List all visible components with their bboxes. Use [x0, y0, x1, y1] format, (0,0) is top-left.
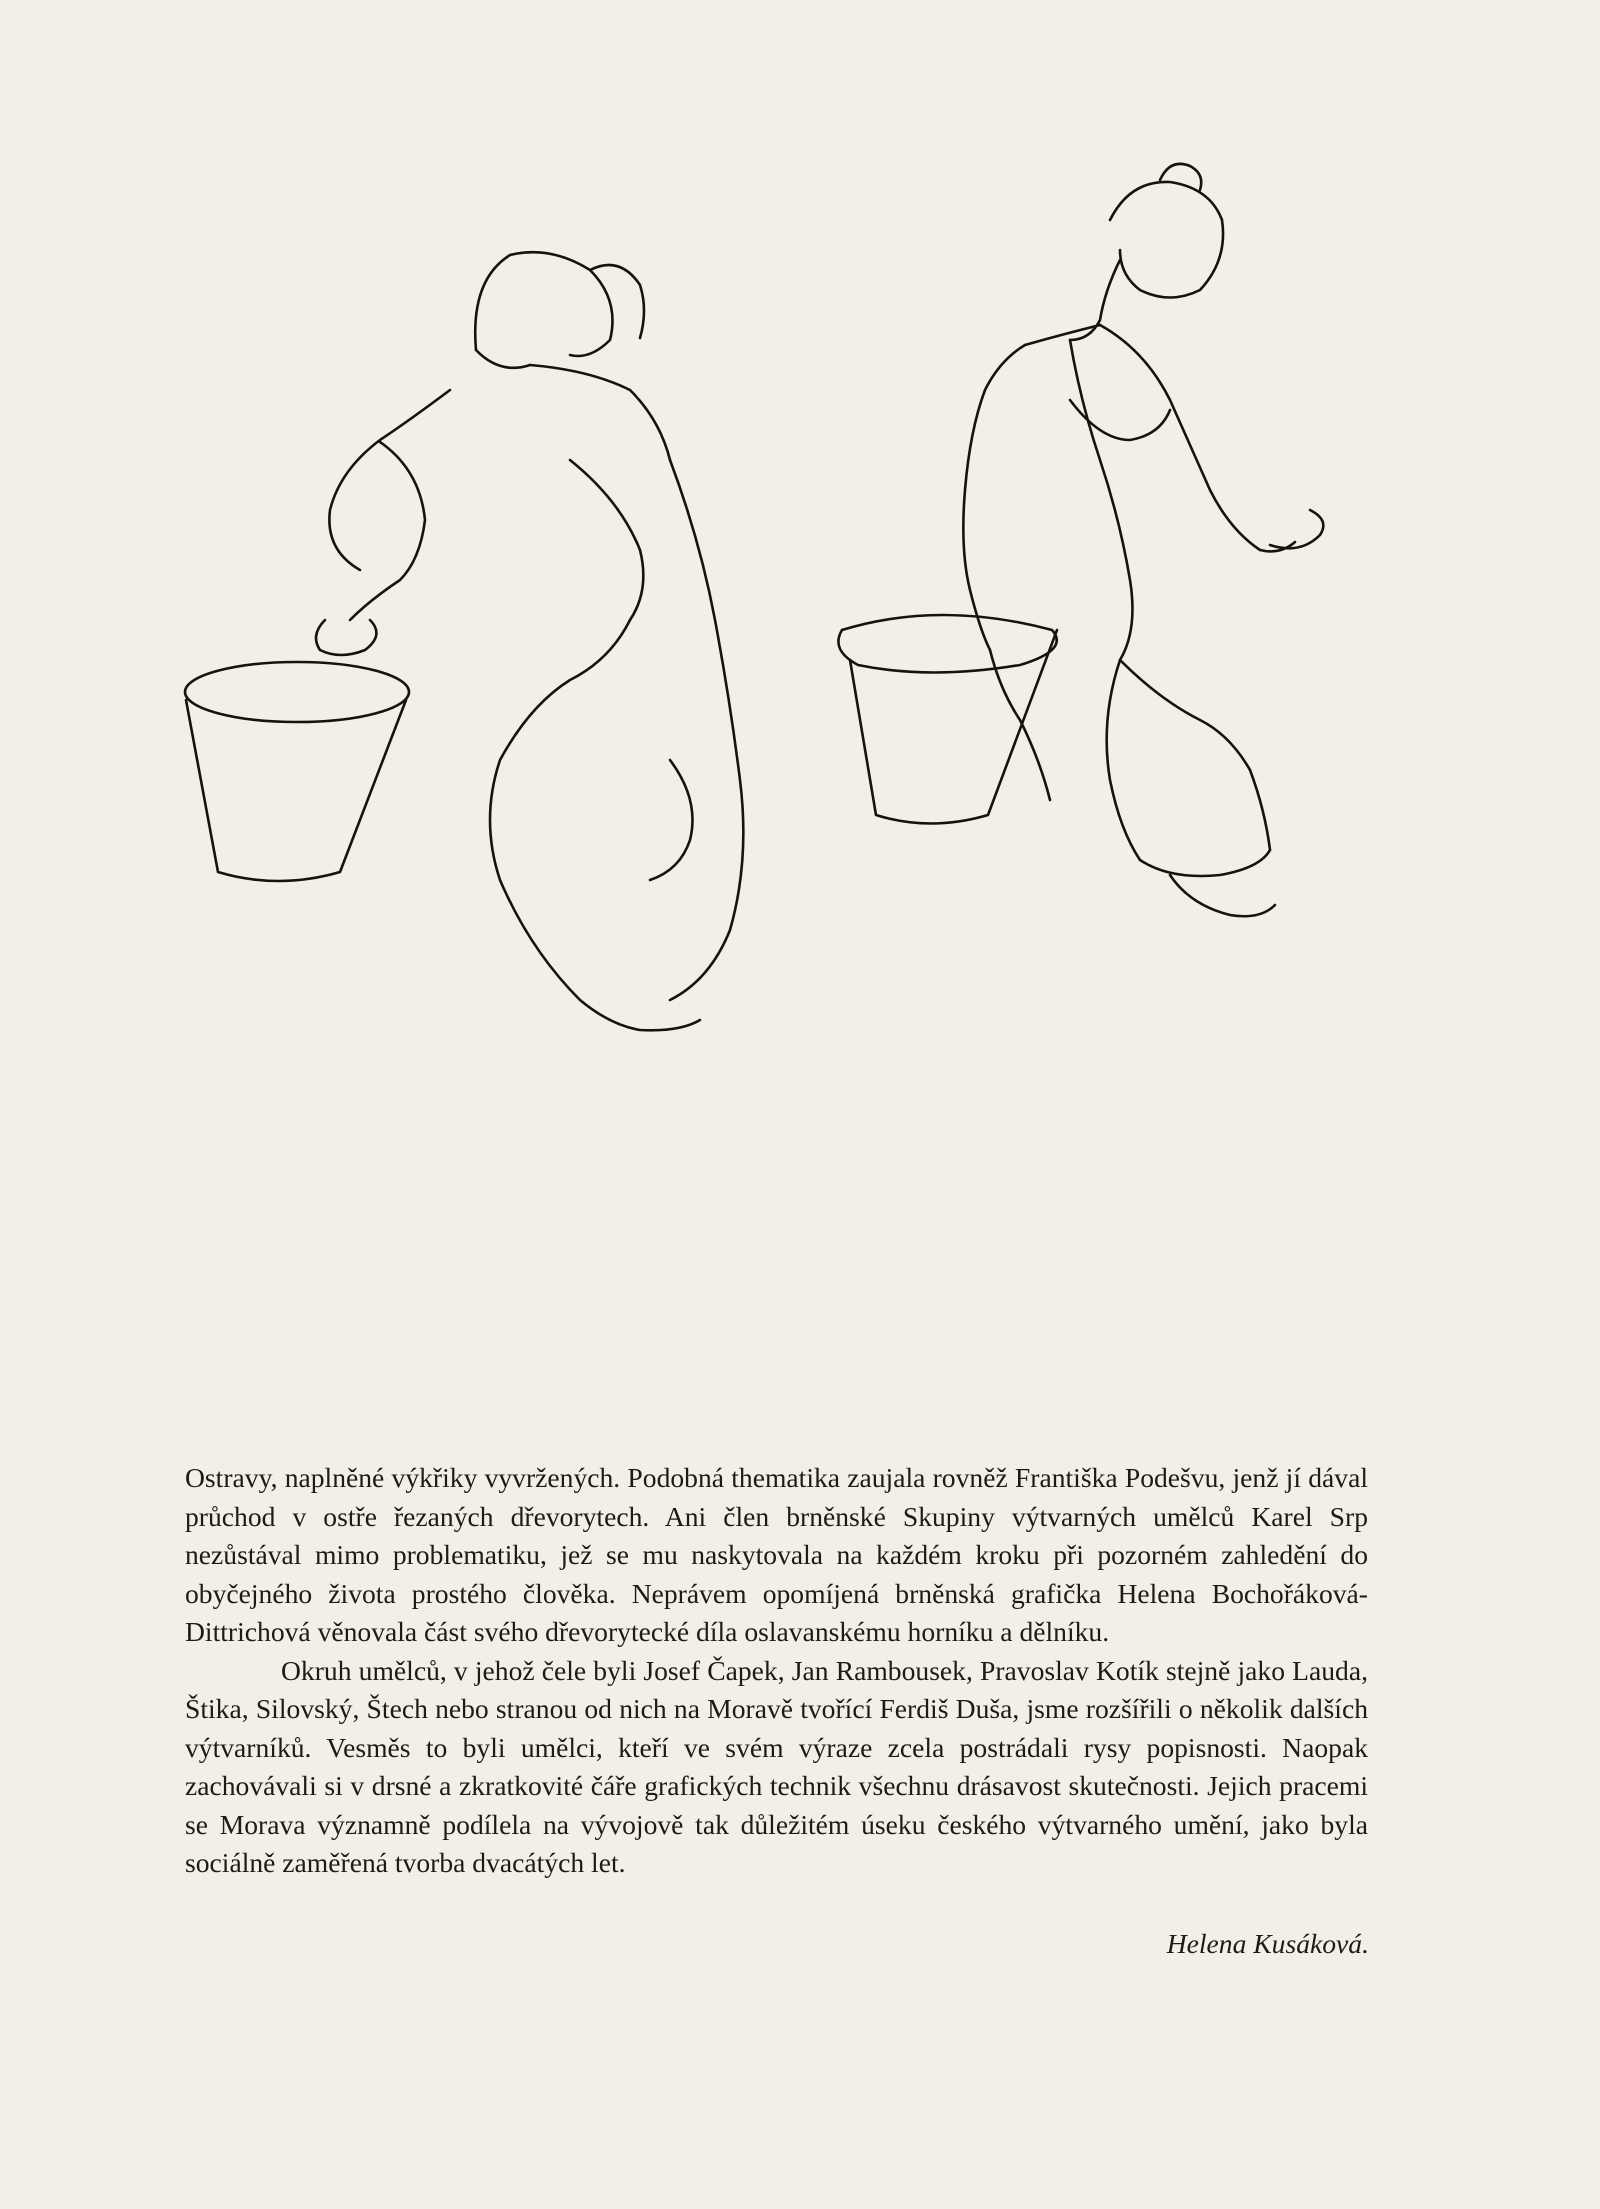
two-women-with-buckets-icon: [170, 160, 1460, 1410]
left-woman-skirt-front: [490, 620, 630, 880]
line-drawing-illustration: [170, 160, 1460, 1410]
left-woman-hand: [316, 620, 376, 655]
right-woman-back: [963, 345, 1025, 650]
right-woman-hand: [1270, 510, 1323, 548]
paragraph-1: Ostravy, naplněné výkřiky vyvržených. Podobná thematika zaujala rovněž Františka Podešvu, jenž jí dával průchod v ostře řezaných dřevorytech. Ani člen brněnské Skupiny výtvarných umělců Karel Srp nezůstával mimo problematiku, jež se mu naskytovala na každém kroku při pozorném zahledění do obyčejného života prostého člověka. Neprávem opomíjená brněnská grafička Helena Bochořáková-Dittrichová věnovala část svého dřevorytecké díla oslavanskému horníku a dělníku.: [185, 1462, 1368, 1647]
right-bucket-rim: [838, 615, 1056, 673]
left-woman-neck: [476, 350, 530, 368]
left-bucket-rim: [185, 662, 409, 722]
body-text: [185, 1459, 1368, 1883]
left-woman-knees: [500, 880, 700, 1030]
right-woman-leg-back: [1250, 770, 1270, 850]
left-woman-chest: [570, 460, 643, 620]
left-bucket-body: [186, 700, 406, 881]
right-woman-hair-bun: [1160, 164, 1201, 190]
right-woman-arm: [1100, 325, 1295, 551]
right-bucket-body: [850, 630, 1057, 824]
right-woman-head: [1110, 182, 1223, 298]
left-woman-arm: [350, 442, 425, 620]
left-woman-hair: [590, 265, 644, 338]
right-woman-neck: [1070, 260, 1120, 340]
right-woman-leg-front: [1107, 660, 1270, 876]
left-woman-back: [329, 390, 450, 570]
left-woman-fold: [650, 760, 693, 880]
left-woman-shoulder: [530, 365, 670, 460]
paragraph-2: Okruh umělců, v jehož čele byli Josef Čapek, Jan Rambousek, Pravoslav Kotík stejně jako Lauda, Štika, Silovský, Štech nebo stranou od nich na Moravě tvořící Ferdiš Duša, jsme rozšířili o několik dalších výtvarníků. Vesměs to byli umělci, kteří ve svém výraze zcela postrádali rysy popisnosti. Naopak zachovávali si v drsné a zkratkovité čáře grafických technik všechnu drásavost skutečnosti. Jejich pracemi se Morava významně podílela na vývojově tak důležitém úseku českého výtvarného umění, jako byla sociálně zaměřená tvorba dvacátých let.: [185, 1654, 1368, 1878]
left-woman-skirt-back: [670, 460, 743, 1000]
right-woman-skirt: [1120, 660, 1250, 770]
author-signature: Helena Kusáková.: [1166, 1928, 1369, 1959]
right-woman-chest: [1070, 340, 1132, 660]
right-woman-foot: [1170, 875, 1275, 916]
